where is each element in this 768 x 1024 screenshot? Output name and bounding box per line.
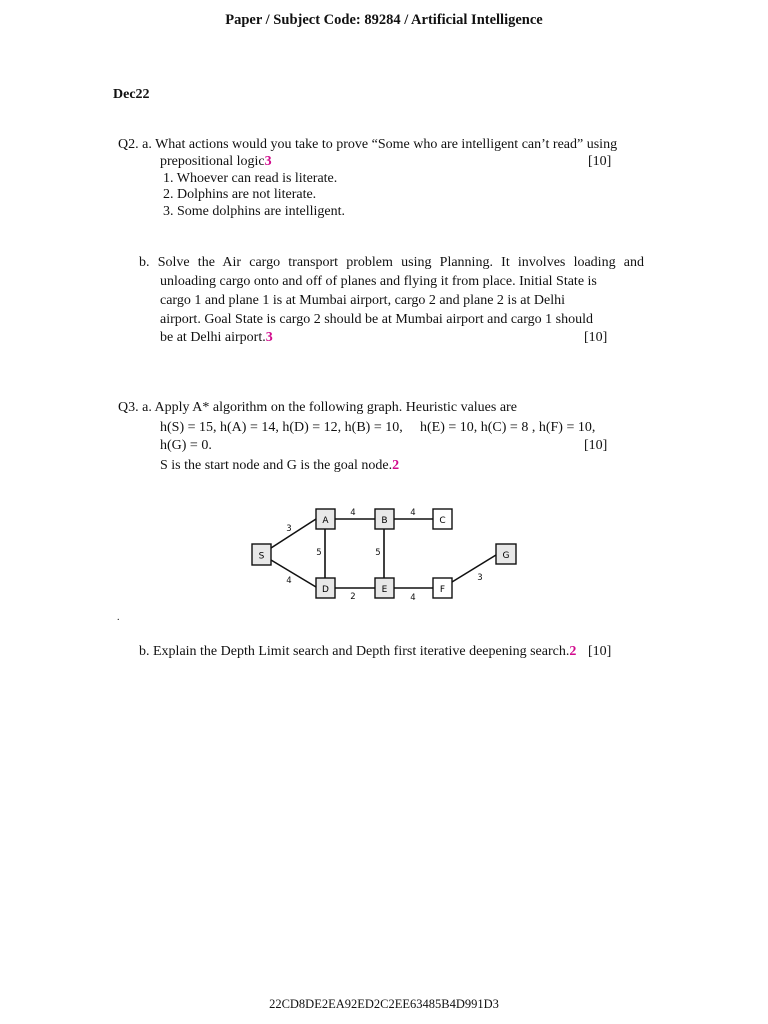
node-C-label: C <box>439 516 446 526</box>
edge-S-A <box>271 519 316 548</box>
q2b-line1: b. Solve the Air cargo transport problem using Planning. It involves loading and <box>139 255 644 270</box>
node-F <box>433 578 452 598</box>
q3b-text: b. Explain the Depth Limit search and Depth first iterative deepening search. <box>139 644 570 659</box>
weight-A-B: 4 <box>350 508 356 518</box>
node-D <box>316 578 335 598</box>
q3b-question <box>139 644 576 660</box>
stray-dot: . <box>117 612 120 623</box>
weight-S-A: 3 <box>286 524 292 534</box>
node-E-label: E <box>381 585 388 595</box>
node-S <box>252 544 271 565</box>
edge-S-D <box>271 560 316 587</box>
q3a-heuristics-3: h(G) = 0. <box>160 438 212 453</box>
section-label: Dec22 <box>113 87 150 102</box>
q3a-mark: 2 <box>392 458 400 473</box>
q3a-heuristics-1: h(S) = 15, h(A) = 14, h(D) = 12, h(B) = 10, <box>160 420 403 435</box>
search-graph <box>246 500 522 606</box>
weight-S-D: 4 <box>286 576 292 586</box>
q2a-item-1: 1. Whoever can read is literate. <box>163 171 338 186</box>
q2b-line2: unloading cargo onto and off of planes and flying it from place. Initial State is <box>160 274 597 289</box>
q2b-line4: airport. Goal State is cargo 2 should be at Mumbai airport and cargo 1 should <box>160 312 594 327</box>
q2b-line3: cargo 1 and plane 1 is at Mumbai airport, cargo 2 and plane 2 is at Delhi <box>160 293 565 308</box>
footer-code: 22CD8DE2EA92ED2C2EE63485B4D991D3 <box>269 997 499 1011</box>
node-C <box>433 509 452 529</box>
q3a-start-goal <box>160 458 399 474</box>
edge-F-G <box>452 555 496 582</box>
q2b-line5 <box>160 330 273 346</box>
weight-B-C: 4 <box>410 508 416 518</box>
q3a-start-goal-text: S is the start node and G is the goal node. <box>160 458 393 473</box>
weight-A-D: 5 <box>316 548 322 558</box>
node-E <box>375 578 394 598</box>
node-A <box>316 509 335 529</box>
node-G <box>496 544 516 564</box>
q2a-item-2: 2. Dolphins are not literate. <box>163 187 317 202</box>
q2a-line2 <box>160 154 272 170</box>
weight-E-F: 4 <box>410 593 416 603</box>
node-G-label: G <box>502 551 510 561</box>
page-title: Paper / Subject Code: 89284 / Artificial Intelligence <box>225 12 543 28</box>
q3a-marks: [10] <box>584 438 608 453</box>
q3a-question: Q3. a. Apply A* algorithm on the following graph. Heuristic values are <box>118 400 517 415</box>
q2b-line5-text: be at Delhi airport. <box>160 330 266 345</box>
node-A-label: A <box>322 516 329 526</box>
q2a-mark: 3 <box>264 154 272 169</box>
q2b-mark: 3 <box>265 330 273 345</box>
q3a-heuristics-2: h(E) = 10, h(C) = 8 , h(F) = 10, <box>420 420 596 435</box>
q2a-question: Q2. a. What actions would you take to prove “Some who are intelligent can’t read” using <box>118 137 618 152</box>
node-D-label: D <box>322 585 329 595</box>
q3b-marks: [10] <box>588 644 612 659</box>
weight-F-G: 3 <box>477 573 483 583</box>
q2a-marks: [10] <box>588 154 612 169</box>
q2b-marks: [10] <box>584 330 608 345</box>
node-F-label: F <box>439 585 446 595</box>
node-B <box>375 509 394 529</box>
q3b-mark: 2 <box>569 644 577 659</box>
node-B-label: B <box>381 516 388 526</box>
q2a-item-3: 3. Some dolphins are intelligent. <box>163 204 345 219</box>
node-S-label: S <box>258 551 265 562</box>
weight-B-E: 5 <box>375 548 381 558</box>
q2a-line2-text: prepositional logic <box>160 154 265 169</box>
weight-D-E: 2 <box>350 592 356 602</box>
